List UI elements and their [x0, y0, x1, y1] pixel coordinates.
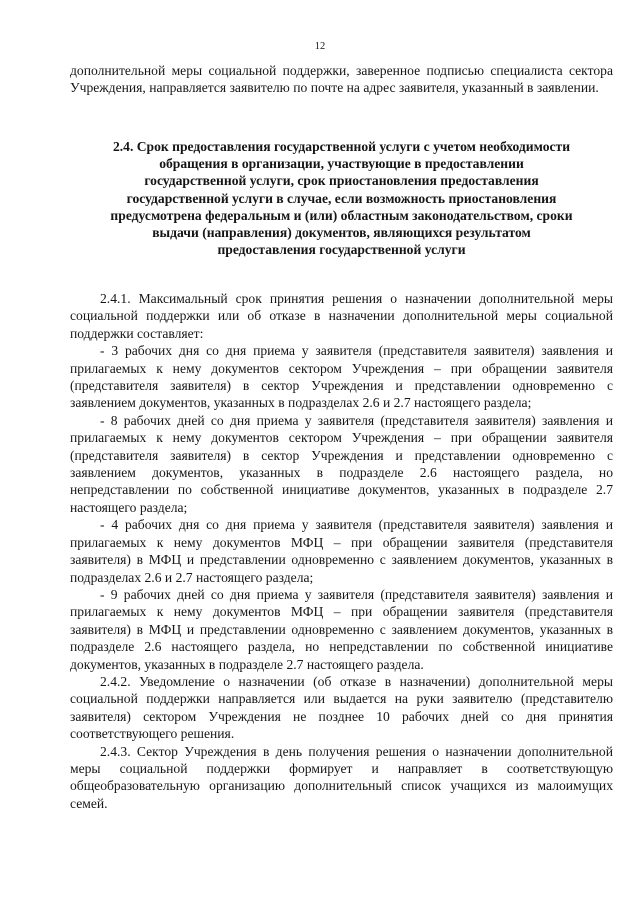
section-heading: 2.4. Срок предоставления государственной услуги с учетом необходимости обращения в организации, участвующие в предоставлении государственной услуги, срок приостановления предоставления государственной услуги в случае, если возможность приостановления предусмотрена федеральным и (или) областным законодательством, сроки выдачи (направления) документов, являющихся результатом предоставления государственной услуги	[110, 139, 573, 258]
page-number: 12	[314, 41, 326, 52]
list-item-8-days: - 8 рабочих дней со дня приема у заявителя (представителя заявителя) заявления и прилагаемых к нему документов сектором Учреждения – при обращении заявителя (представителя заявителя) в сектор Учреждения и представлении одновременно с заявлением документов, указанных в подразделе 2.6 настоящего раздела, но непредставлении по собственной инициативе документов, указанных в подразделе 2.7 настоящего раздела;	[70, 412, 613, 515]
paragraph-2-4-2: 2.4.2. Уведомление о назначении (об отказе в назначении) дополнительной меры социальной поддержки направляется или выдается на руки заявителю (представителю заявителя) сектором Учреждения не позднее 10 рабочих дней со дня принятия соответствующего решения.	[70, 673, 613, 742]
intro-paragraph: дополнительной меры социальной поддержки, заверенное подписью специалиста сектора Учреждения, направляется заявителю по почте на адрес заявителя, указанный в заявлении.	[70, 63, 613, 96]
list-item-9-days: - 9 рабочих дней со дня приема у заявителя (представителя заявителя) заявления и прилагаемых к нему документов МФЦ – при обращении заявителя (представителя заявителя) в МФЦ и представлении одновременно с заявлением документов, указанных в подразделе 2.6 настоящего раздела, но непредставлении по собственной инициативе документов, указанных в подразделе 2.7 настоящего раздела.	[70, 586, 613, 672]
paragraph-2-4-1: 2.4.1. Максимальный срок принятия решения о назначении дополнительной меры социальной поддержки или об отказе в назначении дополнительной меры социальной поддержки составляет:	[70, 291, 613, 341]
list-item-4-days: - 4 рабочих дня со дня приема у заявителя (представителя заявителя) заявления и прилагаемых к нему документов МФЦ – при обращении заявителя (представителя заявителя) в МФЦ и представлении одновременно с заявлением документов, указанных в подразделах 2.6 и 2.7 настоящего раздела;	[70, 517, 613, 585]
intro-block	[70, 62, 613, 97]
body-block	[70, 290, 613, 812]
paragraph-2-4-3: 2.4.3. Сектор Учреждения в день получения решения о назначении дополнительной меры социальной поддержки формирует и направляет в соответствующую общеобразовательную организацию дополнительный список учащихся из малоимущих семей.	[70, 743, 613, 811]
list-item-3-days: - 3 рабочих дня со дня приема у заявителя (представителя заявителя) заявления и прилагаемых к нему документов сектором Учреждения – при обращении заявителя (представителя заявителя) в сектор Учреждения и представлении одновременно с заявлением документов, указанных в подразделах 2.6 и 2.7 настоящего раздела;	[70, 343, 613, 411]
